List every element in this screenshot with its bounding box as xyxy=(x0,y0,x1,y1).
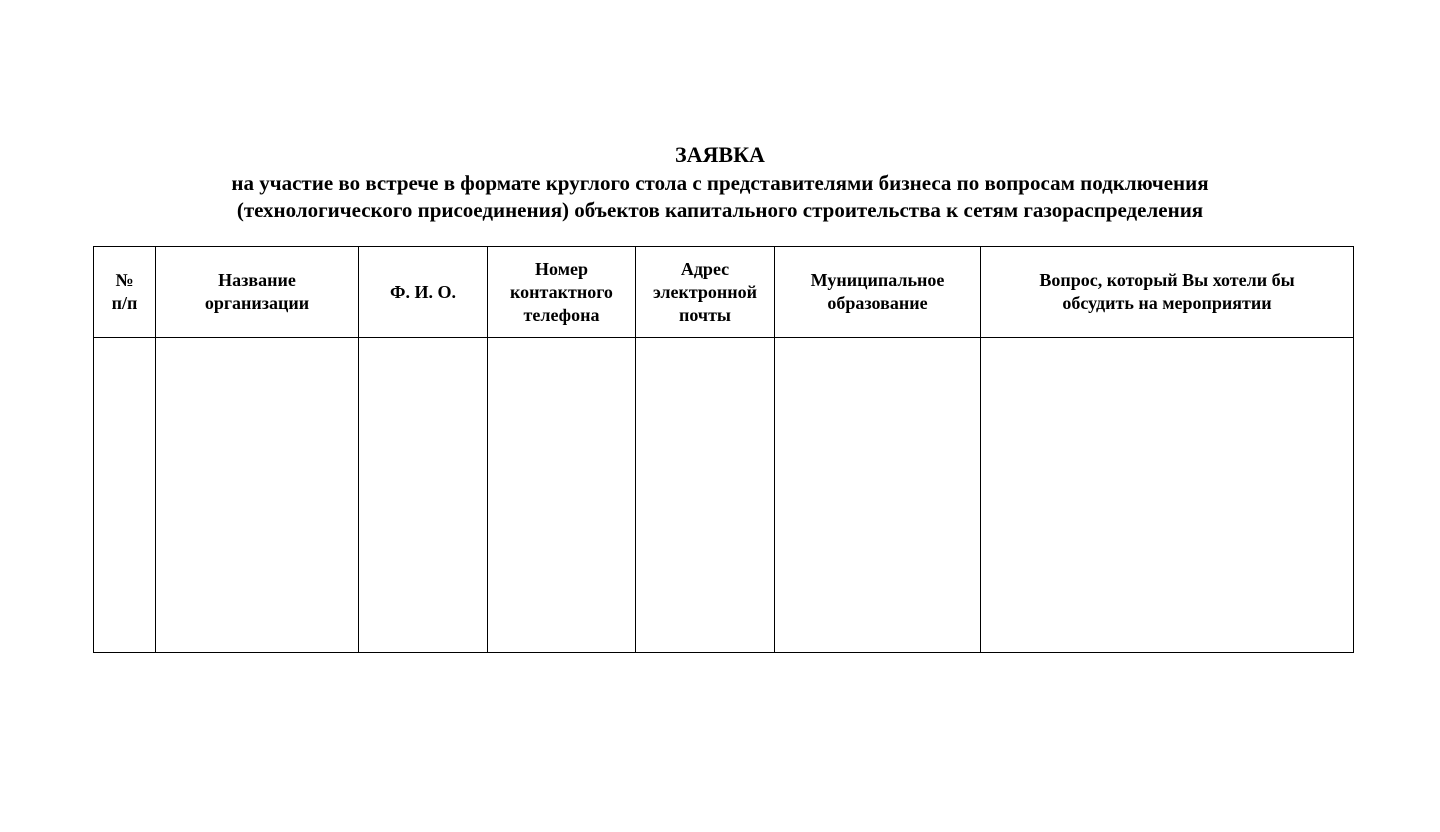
cell-municipality xyxy=(775,338,981,653)
cell-organization xyxy=(156,338,359,653)
document-subtitle-line-2: (технологического присоединения) объектов капитального строительства к сетям газораспределения xyxy=(236,198,1204,222)
document-header xyxy=(0,140,1440,224)
cell-number xyxy=(94,338,156,653)
application-form-table xyxy=(93,246,1354,653)
table-row xyxy=(94,338,1354,653)
column-header-email: Адрес электронной почты xyxy=(636,247,775,338)
document-subtitle-line-1: на участие во встрече в формате круглого стола с представителями бизнеса по вопросам подключения xyxy=(231,171,1209,195)
cell-question xyxy=(981,338,1354,653)
document-title: ЗАЯВКА xyxy=(675,142,765,167)
table-header-row xyxy=(94,247,1354,338)
cell-email xyxy=(636,338,775,653)
column-header-question: Вопрос, который Вы хотели бы обсудить на мероприятии xyxy=(981,247,1354,338)
column-header-full-name: Ф. И. О. xyxy=(359,247,488,338)
cell-phone xyxy=(488,338,636,653)
column-header-organization: Название организации xyxy=(156,247,359,338)
column-header-number: № п/п xyxy=(94,247,156,338)
column-header-phone: Номер контактного телефона xyxy=(488,247,636,338)
column-header-municipality: Муниципальное образование xyxy=(775,247,981,338)
cell-full-name xyxy=(359,338,488,653)
